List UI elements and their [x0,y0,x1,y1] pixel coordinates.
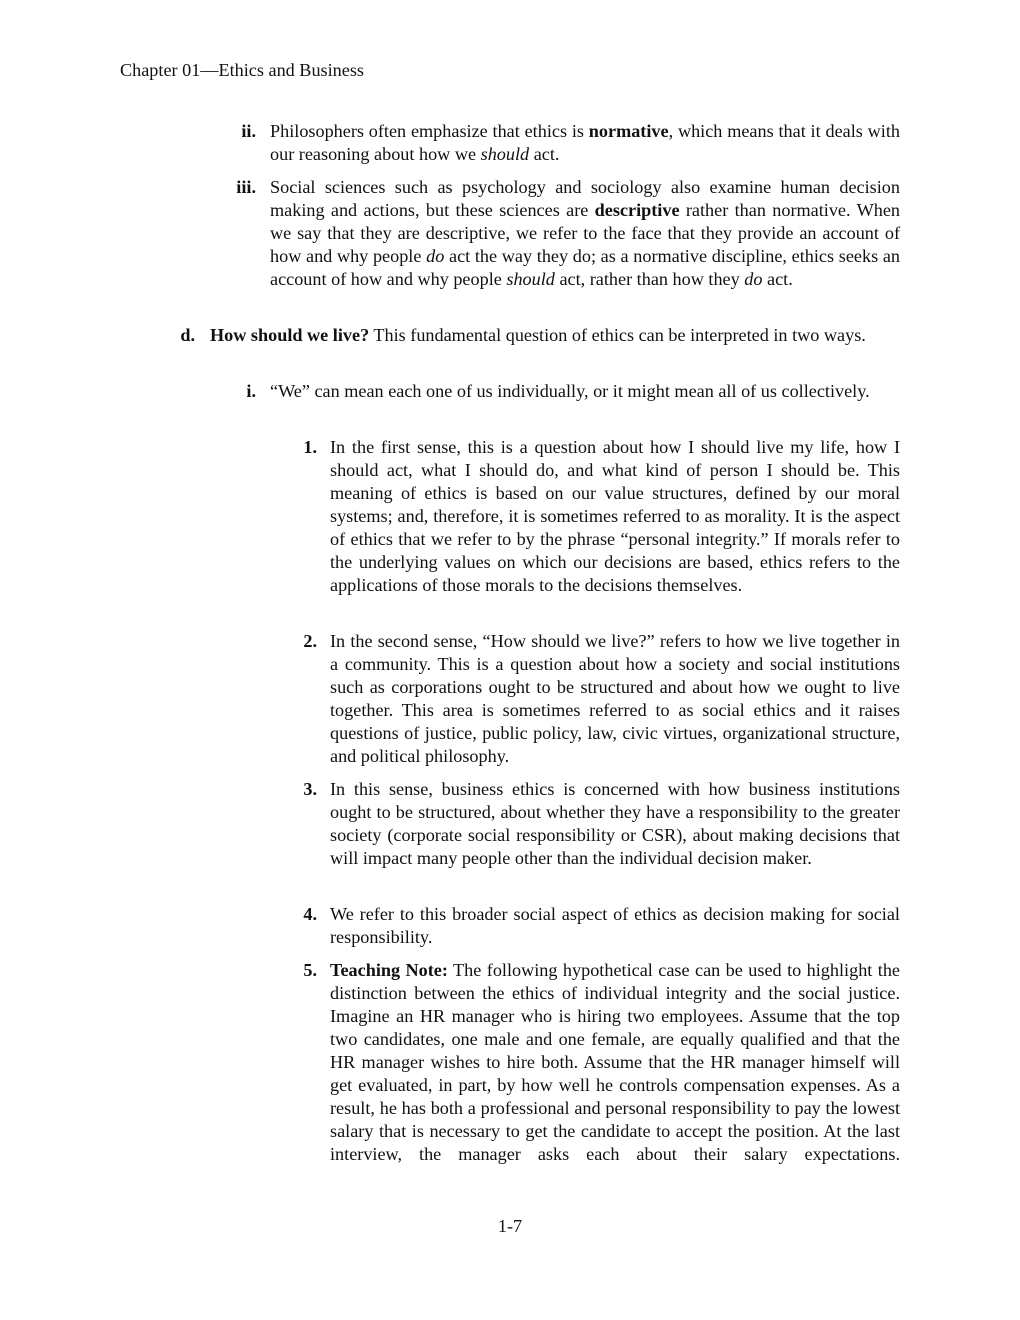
list-item-text: Philosophers often emphasize that ethics is normative, which means that it deals with our reasoning about how we should act. [270,121,900,164]
list-item-text: In this sense, business ethics is concerned with how business institutions ought to be structured, about whether they have a responsibility to the greater society (corporate social responsibility or CSR), about making decisions that will impact many people other than the individual decision maker. [330,779,900,868]
list-item-text: How should we live? This fundamental question of ethics can be interpreted in two ways. [210,325,866,345]
list-item-text: We refer to this broader social aspect of ethics as decision making for social responsibility. [330,904,900,947]
list-item-text: In the second sense, “How should we live?” refers to how we live together in a community. This is a question about how a society and social institutions such as corporations ought to be structured and about how we ought to live together. This area is sometimes referred to as social ethics and it raises questions of justice, public policy, law, civic virtues, organizational structure, and political philosophy. [330,631,900,766]
list-marker: ii. [241,121,256,141]
list-item-text: Teaching Note: The following hypothetical case can be used to highlight the distinction between the ethics of individual integrity and the social justice. Imagine an HR manager who is hiring two employees. Assume that the top two candidates, one male and one female, are equally qualified and that the HR manager wishes to hire both. Assume that the HR manager himself will get evaluated, in part, by how well he controls compensation expenses. As a result, he has both a professional and personal responsibility to pay the lowest salary that is necessary to get the candidate to accept the position. At the last interview, the manager asks each about their salary expectations. [330,960,900,1164]
list-marker: 3. [303,779,317,799]
list-marker: i. [246,381,256,401]
list-item-text: In the first sense, this is a question about how I should live my life, how I should act, what I should do, and what kind of person I should be. This meaning of ethics is based on our value structures, defined by our moral systems; and, therefore, it is sometimes referred to as morality. It is the aspect of ethics that we refer to by the phrase “personal integrity.” If morals refer to the underlying values on which our decisions are based, ethics refers to the applications of those morals to the decisions themselves. [330,437,900,595]
list-item-text: “We” can mean each one of us individually, or it might mean all of us collectively. [270,381,870,401]
running-header: Chapter 01—Ethics and Business [120,60,364,80]
list-marker: iii. [236,177,256,197]
list-marker: 2. [303,631,317,651]
list-marker: d. [180,325,195,345]
list-marker: 5. [303,960,317,980]
page-number: 1-7 [497,1216,523,1236]
list-item-text: Social sciences such as psychology and sociology also examine human decision making and actions, but these sciences are descriptive rather than normative. When we say that they are descriptive, we refer to the face that they provide an account of how and why people do act the way they do; as a normative discipline, ethics seeks an account of how and why people should act, rather than how they do act. [270,177,900,289]
list-marker: 1. [303,437,317,457]
list-marker: 4. [303,904,317,924]
